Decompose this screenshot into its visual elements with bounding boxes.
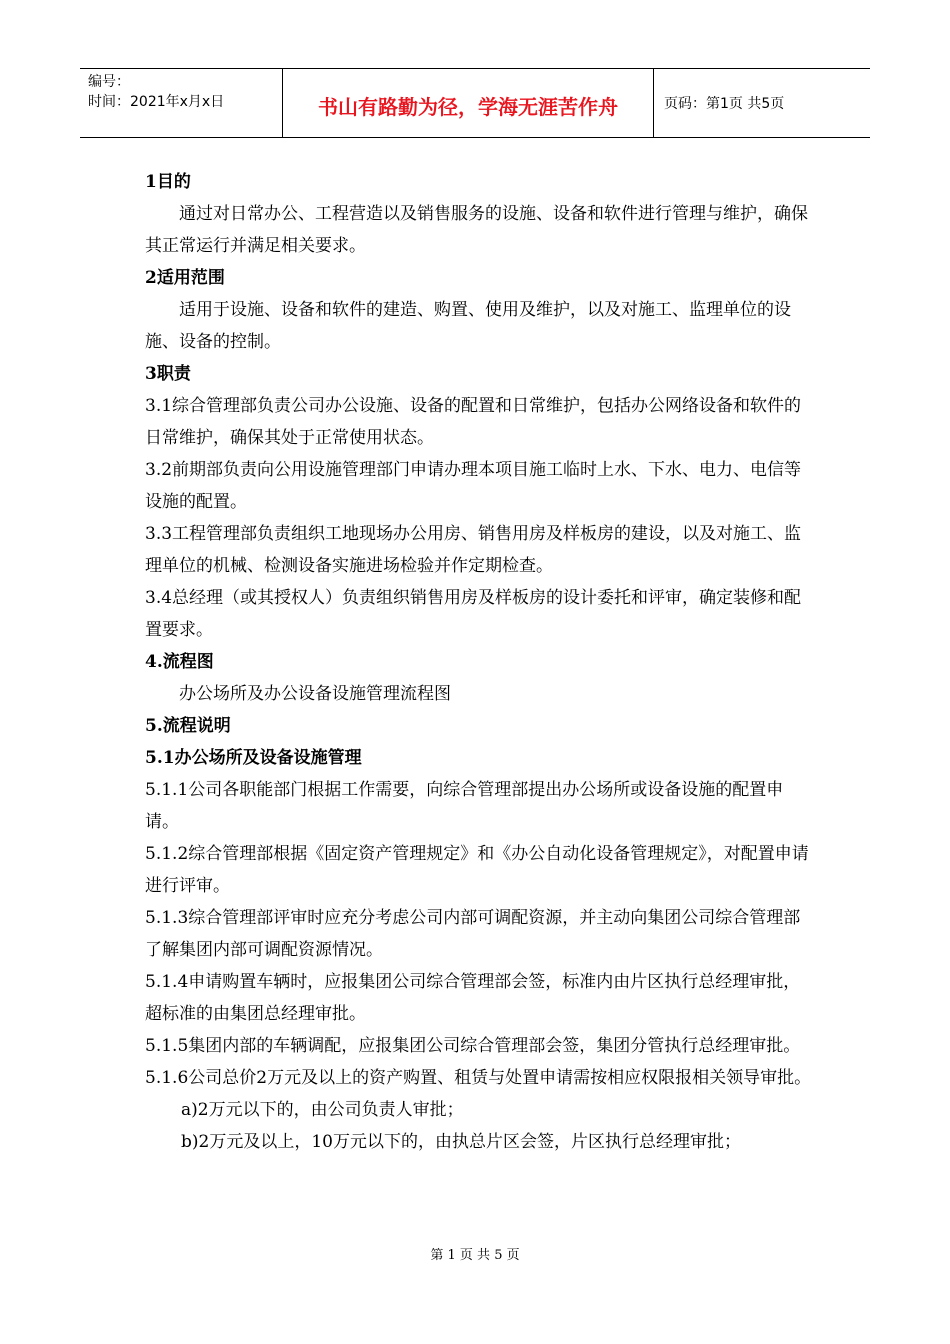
motto-text: 书山有路勤为径，学海无涯苦作舟: [318, 94, 618, 119]
paragraph: 3.4总经理（或其授权人）负责组织销售用房及样板房的设计委托和评审，确定装修和配置要求。: [145, 588, 802, 640]
document-time-label: 时间：2021年x月x日: [88, 94, 225, 110]
paragraph: 5.1.5集团内部的车辆调配，应报集团公司综合管理部会签，集团分管执行总经理审批。: [145, 1036, 801, 1056]
paragraph: 3.3工程管理部负责组织工地现场办公用房、销售用房及样板房的建设，以及对施工、监理单位的机械、检测设备实施进场检验并作定期检查。: [145, 524, 802, 576]
list-item: a)2万元以下的，由公司负责人审批；: [181, 1100, 464, 1120]
page-footer: [0, 1244, 950, 1263]
section-heading: 4.流程图: [145, 652, 214, 672]
section-heading: 5.流程说明: [145, 716, 231, 736]
paragraph: 5.1.6公司总价2万元及以上的资产购置、租赁与处置申请需按相应权限报相关领导审批。: [145, 1068, 812, 1088]
page-code: 页码：第1页 共5页: [664, 96, 785, 112]
paragraph: 5.1.3综合管理部评审时应充分考虑公司内部可调配资源，并主动向集团公司综合管理部了解集团内部可调配资源情况。: [145, 908, 801, 960]
paragraph: 通过对日常办公、工程营造以及销售服务的设施、设备和软件进行管理与维护，确保其正常运行并满足相关要求。: [145, 204, 808, 256]
paragraph: 5.1.1公司各职能部门根据工作需要，向综合管理部提出办公场所或设备设施的配置申请。: [145, 780, 784, 832]
header-page-cell: [654, 69, 870, 137]
paragraph: 5.1.2综合管理部根据《固定资产管理规定》和《办公自动化设备管理规定》，对配置申请进行评审。: [145, 844, 809, 896]
header-info-cell: [80, 69, 282, 137]
paragraph: 5.1.4申请购置车辆时，应报集团公司综合管理部会签，标准内由片区执行总经理审批，超标准的由集团总经理审批。: [145, 972, 801, 1024]
paragraph: 3.2前期部负责向公用设施管理部门申请办理本项目施工临时上水、下水、电力、电信等设施的配置。: [145, 460, 802, 512]
section-heading: 3职责: [145, 364, 191, 384]
document-number-label: 编号：: [88, 74, 130, 90]
paragraph: 适用于设施、设备和软件的建造、购置、使用及维护，以及对施工、监理单位的设施、设备的控制。: [145, 300, 791, 352]
paragraph: 3.1综合管理部负责公司办公设施、设备的配置和日常维护，包括办公网络设备和软件的日常维护，确保其处于正常使用状态。: [145, 396, 802, 448]
section-heading: 1目的: [145, 172, 191, 192]
paragraph: 办公场所及办公设备设施管理流程图: [179, 684, 451, 704]
list-item: b)2万元及以上，10万元以下的，由执总片区会签，片区执行总经理审批；: [181, 1132, 741, 1152]
subsection-heading: 5.1办公场所及设备设施管理: [145, 748, 362, 768]
footer-page-number: 第 1 页 共 5 页: [430, 1248, 520, 1263]
section-heading: 2适用范围: [145, 268, 225, 288]
document-body: [145, 166, 815, 1158]
header-motto-cell: [282, 69, 654, 137]
header-table: [80, 68, 870, 138]
